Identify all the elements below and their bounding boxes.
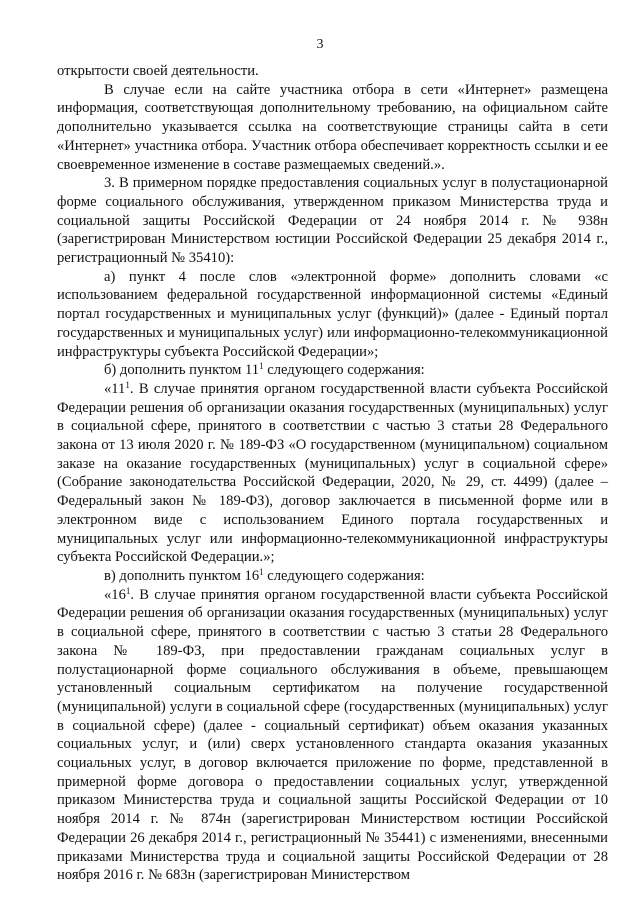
paragraph-subitem-v (57, 567, 608, 586)
paragraph-subitem-a: а) пункт 4 после слов «электронной форме» дополнить словами «с использованием федеральной государственной информационной системы «Единый портал государственных и муниципальных услуг (функций)» (далее - Единый портал государственных и муниципальных услуг) или информационно-телекоммуникационной инфраструктуры субъекта Российской Федерации»; (57, 268, 608, 360)
superscript: 1 (259, 566, 264, 577)
document-body (57, 62, 608, 885)
paragraph-subitem-b (57, 361, 608, 380)
paragraph-continuation: открытости своей деятельности. (57, 63, 259, 79)
subitem-v-text: в) дополнить пунктом 16 (104, 567, 260, 584)
paragraph-clause-16-1 (57, 586, 608, 885)
paragraph-item-3: 3. В примерном порядке предоставления социальных услуг в полустационарной форме социального обслуживания, утвержденном приказом Министерства труда и социальной защиты Российской Федерации от 24 ноября 2014 г. № 938н (зарегистрирован Министерством юстиции Российской Федерации 25 декабря 2014 г., регистрационный № 35410): (57, 175, 608, 267)
paragraph-clause-11-1 (57, 380, 608, 567)
clause-16-1-number: «16 (104, 586, 126, 603)
subitem-v-text-end: следующего содержания: (263, 567, 425, 584)
clause-11-1-text: . В случае принятия органом государственной власти субъекта Российской Федерации решения об организации оказания государственных (муниципальных) услуг в социальной сфере, принятого в соответствии с частью 3 статьи 28 Федерального закона от 13 июля 2020 г. № 189-ФЗ «О государственном (муниципальном) социальном заказе на оказание государственных (муниципальных) услуг в социальной сфере» (Собрание законодательства Российской Федерации, 2020, № 29, ст. 4499) (далее – Федеральный закон № 189-ФЗ), договор заключается в письменной форме или в электронном виде с использованием Единого портала государственных и муниципальных услуг или информационно-телекоммуникационной инфраструктуры субъекта Российской Федерации.»; (57, 380, 608, 566)
page-number: 3 (316, 37, 324, 52)
paragraph-website-link: В случае если на сайте участника отбора в сети «Интернет» размещена информация, соответствующая дополнительному требованию, на официальном сайте дополнительно указывается ссылка на соответствующие страницы сайта в сети «Интернет» участника отбора. Участник отбора обеспечивает корректность ссылки и ее своевременное изменение в составе размещаемых сведений.». (57, 81, 608, 173)
subitem-b-text-end: следующего содержания: (263, 362, 425, 379)
clause-16-1-text: . В случае принятия органом государственной власти субъекта Российской Федерации решения об организации оказания государственных (муниципальных) услуг в социальной сфере, принятого в соответствии с частью 3 статьи 28 Федерального закона № 189-ФЗ, при предоставлении гражданам социальных услуг в полустационарной форме социального обслуживания в объеме, превышающем установленный социальным сертификатом на получение государственной (муниципальной) услуги в социальной сфере (государственных (муниципальных) услуг в социальной сфере) (далее - социальный сертификат) объем оказания указанных социальных услуг, и (или) сверх установленного стандарта оказания указанных социальных услуг, в договор включается приложение по форме, представленной в примерной форме договора о предоставлении социальных услуг, утвержденной приказом Министерства труда и социальной защиты Российской Федерации от 10 ноября 2014 г. № 874н (зарегистрирован Министерством юстиции Российской Федерации 26 декабря 2014 г., регистрационный № 35441) с изменениями, внесенными приказами Министерства труда и социальной защиты Российской Федерации от 28 ноября 2016 г. № 683н (зарегистрирован Министерством (57, 586, 608, 884)
superscript: 1 (259, 361, 264, 372)
superscript: 1 (125, 585, 131, 596)
clause-11-1-number: «11 (104, 380, 126, 397)
subitem-b-text: б) дополнить пунктом 11 (104, 362, 260, 379)
superscript: 1 (125, 379, 130, 390)
